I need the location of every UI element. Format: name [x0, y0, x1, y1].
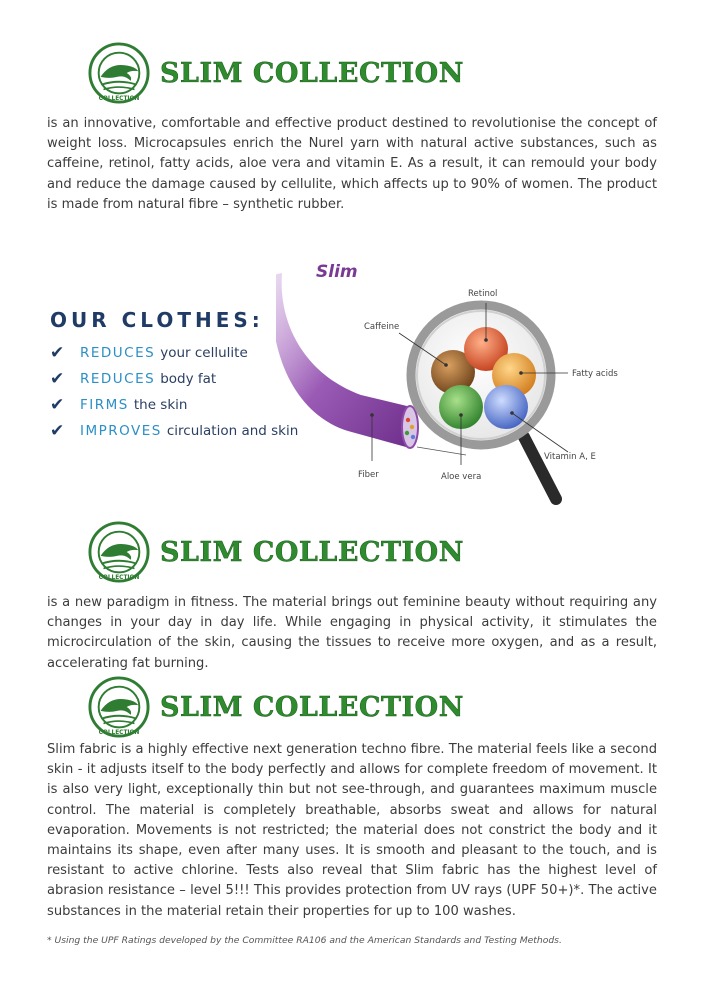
dolphin-logo-icon: [88, 676, 150, 738]
footnote: * Using the UPF Ratings developed by the Committee RA106 and the American Standards and Testing Methods.: [47, 935, 562, 946]
heading-title: SLIM COLLECTION: [160, 536, 464, 568]
svg-text:COLLECTION: COLLECTION: [98, 575, 140, 582]
brand-heading-1: [88, 42, 464, 104]
label-fatty-acids: Fatty acids: [572, 369, 618, 379]
benefit-key: REDUCES: [80, 345, 156, 361]
label-retinol: Retinol: [468, 289, 498, 299]
section2-paragraph: is a new paradigm in fitness. The material brings out feminine beauty without requiring any changes in your day in day life. While engaging in physical activity, it stimulates the microcirculation of the skin, causing the tissues to receive more oxygen, and as a result, accelerating fat burning.: [47, 595, 657, 671]
checkmark-icon: ✔: [50, 343, 65, 363]
intro-paragraph: is an innovative, comfortable and effective product destined to revolutionise the concept of weight loss. Microcapsules enrich the Nurel yarn with natural active substances, such as caffeine, retinol, fatty acids, aloe vera and vitamin E. As a result, it can remould your body and reduce the damage caused by cellulite, which affects up to 90% of women. The product is made from natural fibre – synthetic rubber.: [47, 116, 657, 212]
label-vitamin: Vitamin A, E: [544, 452, 596, 462]
benefit-key: IMPROVES: [80, 423, 162, 439]
label-aloe-vera: Aloe vera: [441, 472, 482, 482]
label-fiber: Fiber: [358, 470, 379, 480]
brand-heading-2: [88, 521, 464, 583]
benefit-text: the skin: [133, 397, 188, 413]
benefit-key: FIRMS: [80, 397, 129, 413]
benefit-item: [50, 392, 310, 418]
benefit-text: circulation and skin: [166, 423, 299, 439]
dolphin-logo-icon: [88, 521, 150, 583]
section3-paragraph: Slim fabric is a highly effective next generation techno fibre. The material feels like a second skin - it adjusts itself to the body perfectly and allows for complete freedom of movement. It is also very light, exceptionally thin but not see-through, and guarantees maximum muscle control. The material is completely breathable, absorbs sweat and allows for natural evaporation. Movements is not restricted; the material does not constrict the body and it maintains its shape, even after many uses. It is smooth and pleasant to the touch, and is resistant to active chlorine. Tests also reveal that Slim fabric has the highest level of abrasion resistance – level 5!!! This provides protection from UV rays (UPF 50+)*. The active substances in the material retain their properties for up to 100 washes.: [47, 742, 657, 919]
benefit-key: REDUCES: [80, 371, 156, 387]
brand-heading-3: [88, 676, 464, 738]
benefits-list: [50, 340, 310, 444]
benefit-item: [50, 366, 310, 392]
checkmark-icon: ✔: [50, 395, 65, 415]
label-caffeine: Caffeine: [364, 322, 400, 332]
svg-text:COLLECTION: COLLECTION: [98, 730, 140, 737]
clothes-title: OUR CLOTHES:: [50, 308, 264, 332]
magnifier-handle: [524, 437, 556, 499]
fiber-microcapsule-diagram: [276, 255, 656, 525]
dolphin-logo-icon: [88, 42, 150, 104]
svg-text:COLLECTION: COLLECTION: [98, 96, 140, 103]
benefit-text: your cellulite: [160, 345, 248, 361]
heading-title: SLIM COLLECTION: [160, 691, 464, 723]
checkmark-icon: ✔: [50, 369, 65, 389]
benefit-item: [50, 340, 310, 366]
checkmark-icon: ✔: [50, 421, 65, 441]
benefit-text: body fat: [160, 371, 217, 387]
benefit-item: [50, 418, 310, 444]
diagram-title: Slim: [316, 262, 358, 282]
heading-title: SLIM COLLECTION: [160, 57, 464, 89]
